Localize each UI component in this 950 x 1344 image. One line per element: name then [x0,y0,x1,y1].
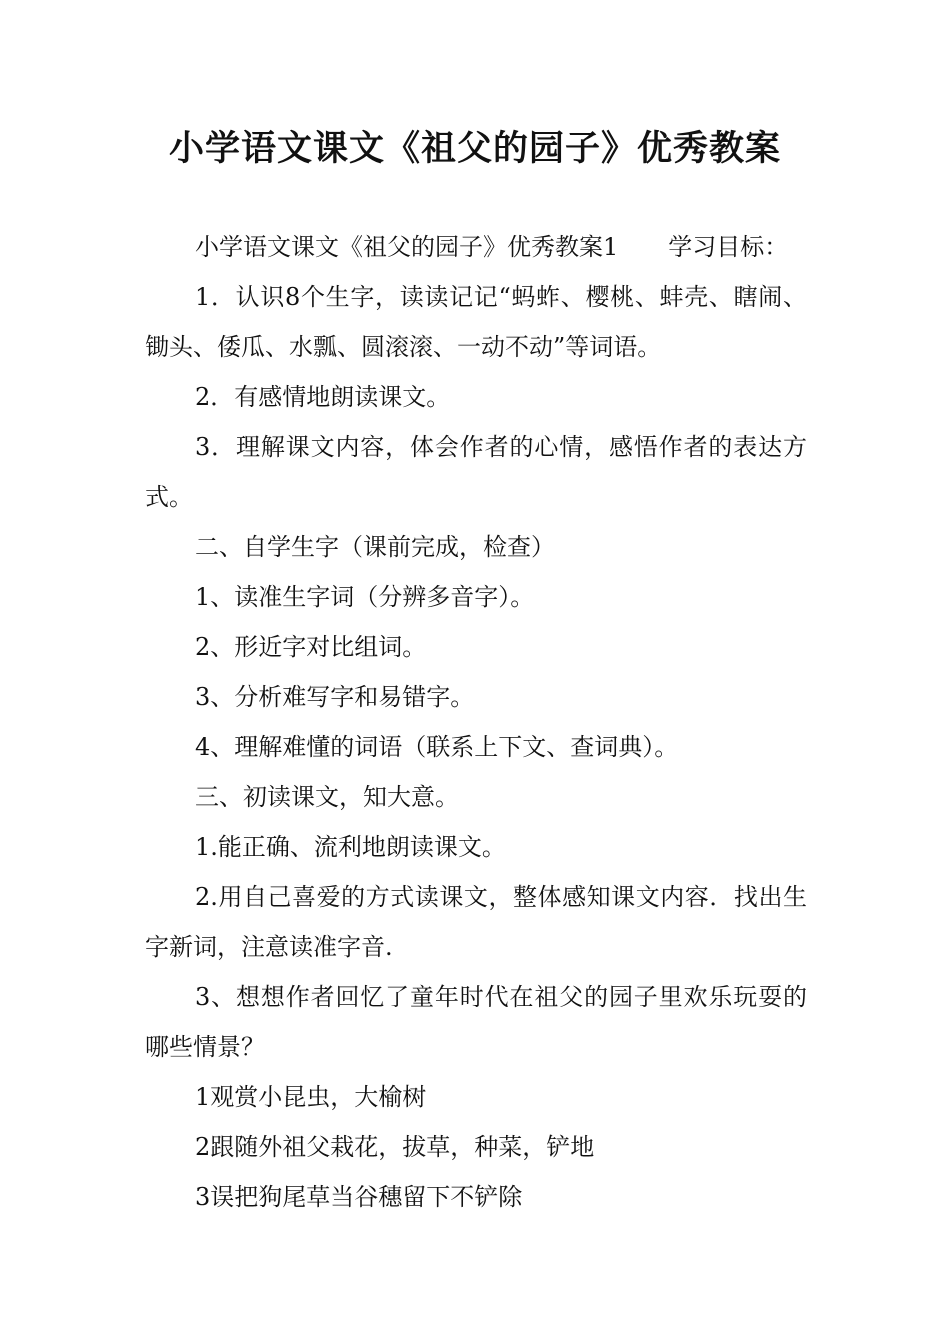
paragraph-intro [145,222,807,272]
section-heading: 三、初读课文，知大意。 [195,783,459,811]
document-title: 小学语文课文《祖父的园子》优秀教案 [168,129,781,169]
paragraph: 2．有感情地朗读课文。 [195,383,451,411]
paragraph: 3误把狗尾草当谷穗留下不铲除 [195,1183,523,1211]
paragraph: 1．认识8个生字，读读记记“蚂蚱、樱桃、蚌壳、瞎闹、锄头、倭瓜、水瓢、圆滚滚、一动不动”等词语。 [145,283,807,361]
section-heading: 二、自学生字（课前完成，检查） [195,533,555,561]
intro-heading: 小学语文课文《祖父的园子》优秀教案1 [195,233,619,261]
paragraph: 2.用自己喜爱的方式读课文，整体感知课文内容．找出生字新词，注意读准字音. [145,883,807,961]
paragraph: 1观赏小昆虫，大榆树 [195,1083,427,1111]
paragraph: 1、读准生字词（分辨多音字）。 [195,583,535,611]
document-body [145,222,807,1222]
paragraph: 2、形近字对比组词。 [195,633,427,661]
paragraph: 3．理解课文内容，体会作者的心情，感悟作者的表达方式。 [145,433,807,511]
paragraph: 1.能正确、流利地朗读课文。 [195,833,506,861]
paragraph: 3、分析难写字和易错字。 [195,683,475,711]
learning-goals-label: 学习目标： [668,233,789,261]
paragraph: 2跟随外祖父栽花，拔草，种菜，铲地 [195,1133,595,1161]
paragraph: 4、理解难懂的词语（联系上下文、查词典）。 [195,733,679,761]
paragraph: 3、想想作者回忆了童年时代在祖父的园子里欢乐玩耍的哪些情景？ [145,983,807,1061]
